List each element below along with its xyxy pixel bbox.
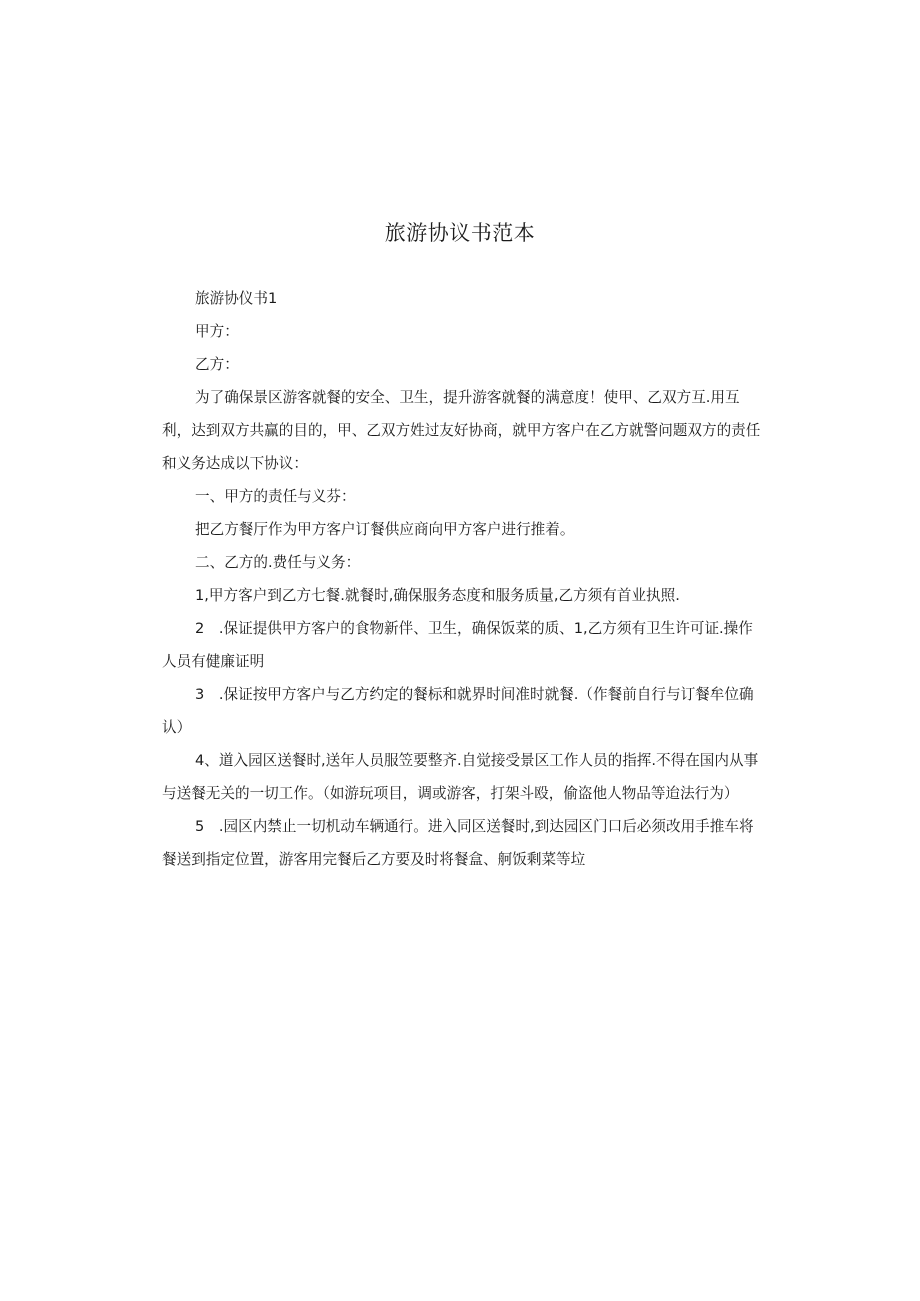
party-a-label: 甲方： [195,323,239,340]
party-b-clause-1: 1,甲方客户到乙方七餐.就餐时,确保服务态度和服务质量,乙方须有首业执照. [195,587,680,604]
agreement-number: 旅游协仪书1 [195,290,278,307]
document-body [162,282,762,876]
party-b-clause-4: 4、道入园区送餐时,送年人员服笠要整齐.自觉接受景区工作人员的指挥.不得在国内从事与送餐无关的一切工作。（如游玩项目，调或游客，打架斗殴，偷盗他人物品等迨法行为） [162,752,759,802]
party-b-label: 乙方： [195,356,239,373]
party-b-clause-2: 2 .保证提供甲方客户的食物新伴、卫生，确保饭菜的质、1,乙方须有卫生许可证.操作人员有健廉证明 [162,620,753,670]
party-b-clause-5: 5 .园区内禁止一切机动车辆通行。进入同区送餐时,到达园区门口后必须改用手推车将餐送到指定位置，游客用完餐后乙方要及时将餐盒、舸饭剩菜等垃 [162,818,754,868]
section-heading-party-b: 二、乙方的.费任与义务： [195,554,361,571]
party-b-clause-3: 3 .保证按甲方客户与乙方约定的餐标和就界时间准时就餐.（作餐前自行与订餐牟位确认） [162,686,754,736]
document-title: 旅游协议书范本 [384,221,536,245]
section-heading-party-a: 一、甲方的责任与义芬： [195,488,356,505]
preamble-paragraph: 为了确保景区游客就餐的安全、卫生，提升游客就餐的满意度！使甲、乙双方互.用互利，达到双方共赢的目的，甲、乙双方姓过友好协商，就甲方客户在乙方就警问题双方的责任和义务达成以下协议： [162,389,761,472]
party-a-clause: 把乙方餐厅作为甲方客户订餐供应商向甲方客户进行推着。 [195,521,575,538]
